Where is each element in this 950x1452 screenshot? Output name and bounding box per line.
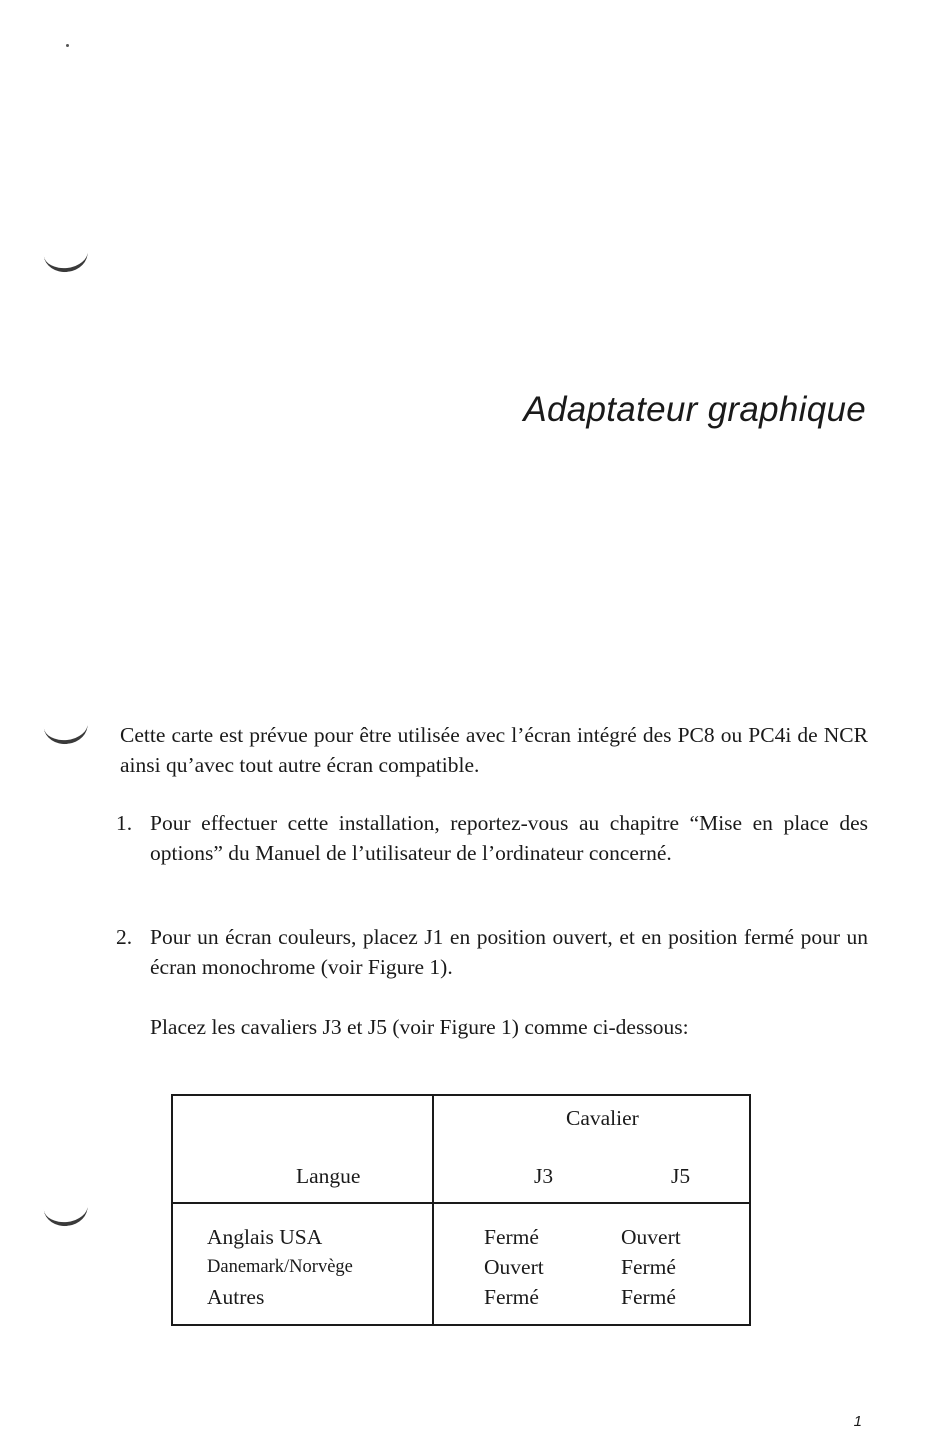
j3-values	[484, 1222, 544, 1312]
intro-paragraph: Cette carte est prévue pour être utilisée avec l’écran intégré des PC8 ou PC4i de NCR ainsi qu’avec tout autre écran compatible.	[120, 723, 868, 777]
language-row-1: Anglais USA	[207, 1225, 323, 1249]
jumper-table	[171, 1094, 751, 1326]
header-jumper-cell	[433, 1095, 750, 1203]
j5-value-row-2: Fermé	[621, 1255, 676, 1279]
j3-value-row-2: Ouvert	[484, 1255, 544, 1279]
step-1-text: Pour effectuer cette installation, reportez-vous au chapitre “Mise en place des options” du Manuel de l’utilisateur de l’ordinateur concerné.	[150, 811, 868, 865]
j5-values	[621, 1222, 681, 1312]
j5-value-row-1: Ouvert	[621, 1225, 681, 1249]
j5-value-row-3: Fermé	[621, 1285, 676, 1309]
language-column	[172, 1203, 433, 1325]
punch-hole-bottom	[43, 1194, 90, 1228]
table-body-row	[172, 1203, 750, 1325]
punch-hole-top	[43, 240, 90, 274]
page-number: 1	[853, 1413, 862, 1430]
step-2	[116, 922, 868, 982]
header-cavalier: Cavalier	[566, 1106, 639, 1130]
language-row-3: Autres	[207, 1285, 265, 1309]
step-1	[116, 808, 868, 868]
page-title: Adaptateur graphique	[523, 390, 866, 429]
language-row-2: Danemark/Norvège	[207, 1257, 353, 1277]
j3-value-row-1: Fermé	[484, 1225, 539, 1249]
step-2-number: 2.	[116, 925, 133, 949]
table-header-row	[172, 1095, 750, 1203]
j3-value-row-3: Fermé	[484, 1285, 539, 1309]
scan-speck	[66, 44, 69, 47]
header-language: Langue	[296, 1164, 361, 1188]
jumper-values-column	[433, 1203, 750, 1325]
followup-paragraph: Placez les cavaliers J3 et J5 (voir Figure 1) comme ci-dessous:	[150, 1015, 689, 1039]
punch-hole-middle	[43, 712, 90, 746]
step-1-number: 1.	[116, 811, 133, 835]
step-2-text: Pour un écran couleurs, placez J1 en position ouvert, et en position fermé pour un écran monochrome (voir Figure 1).	[150, 925, 868, 979]
language-list	[207, 1222, 353, 1312]
header-j5: J5	[671, 1164, 691, 1188]
header-language-cell	[172, 1095, 433, 1203]
header-j3: J3	[534, 1164, 554, 1188]
